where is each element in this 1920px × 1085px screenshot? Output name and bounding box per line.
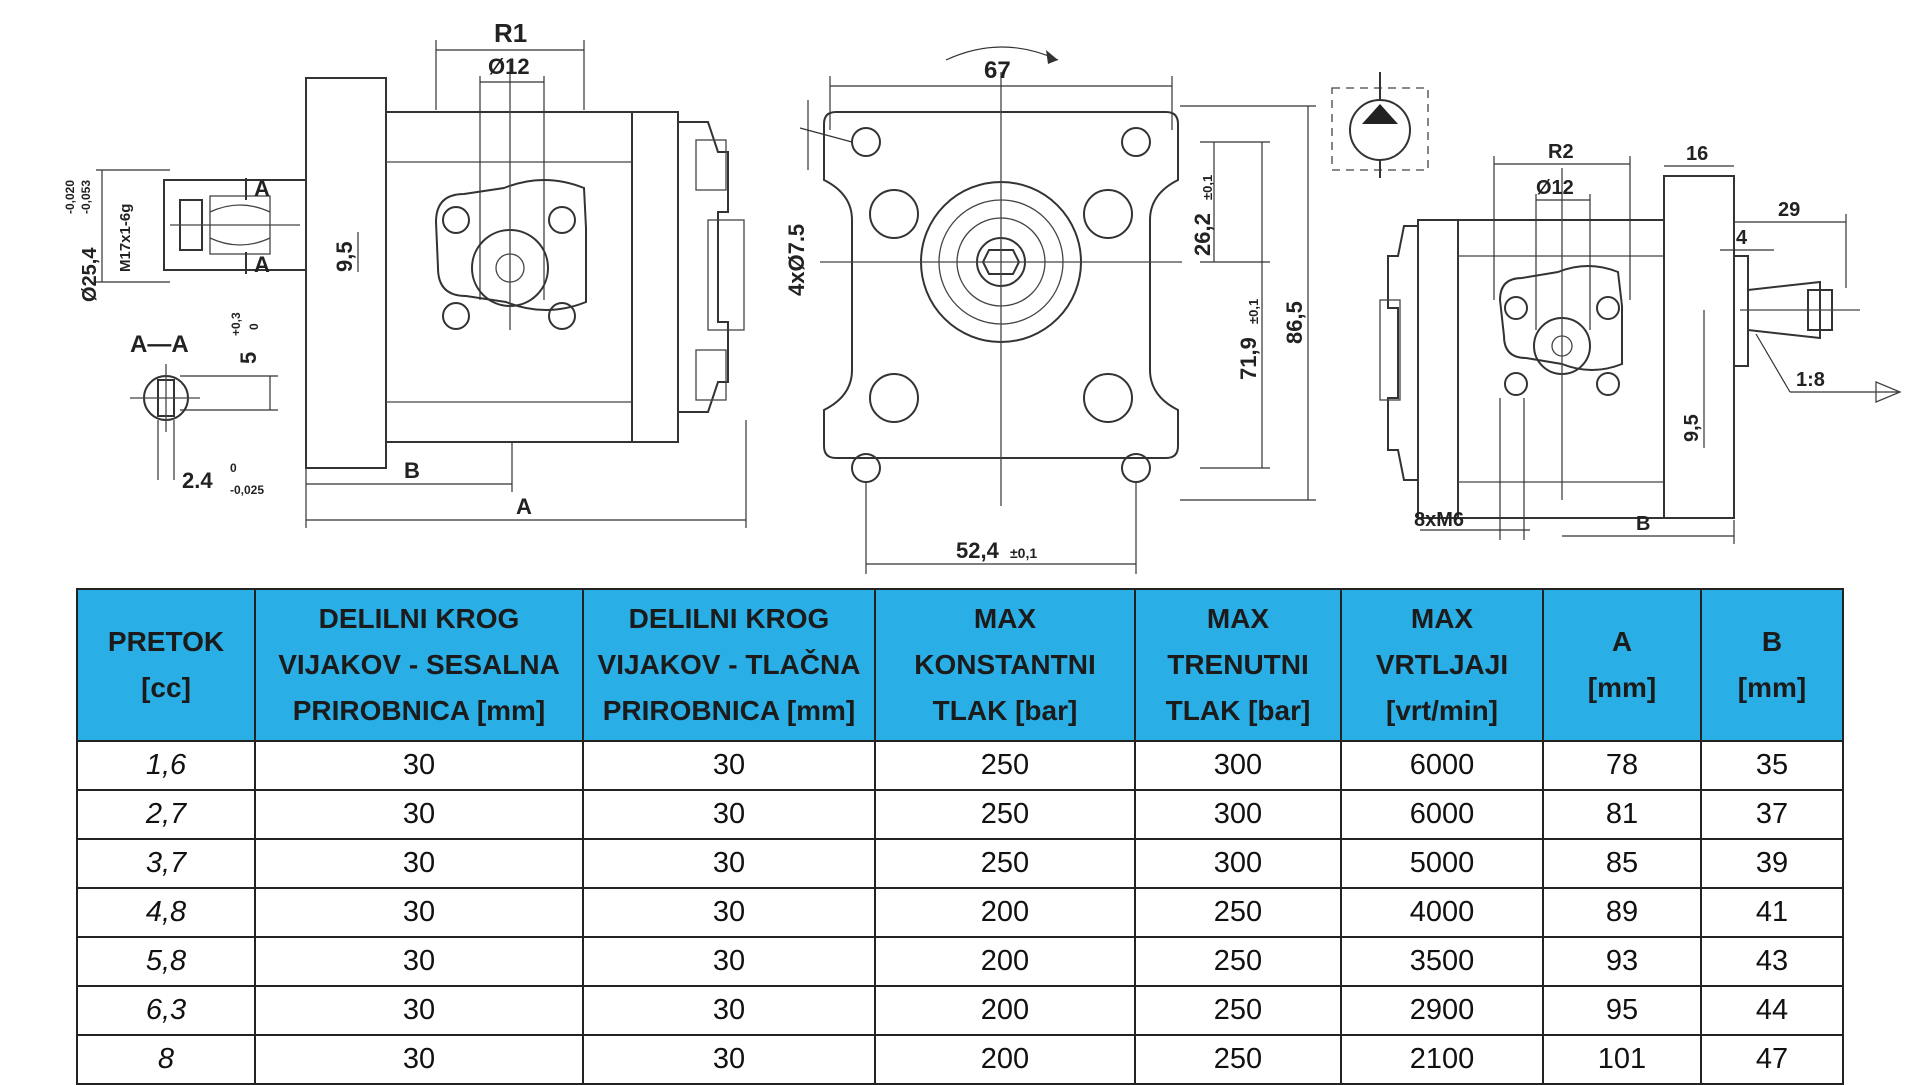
pump-symbol <box>1332 72 1428 178</box>
shaft-dia-label: Ø25,4 <box>79 247 101 302</box>
table-cell: 200 <box>875 937 1135 986</box>
table-cell: 5000 <box>1341 839 1543 888</box>
header-line: [cc] <box>141 672 191 703</box>
rear-bore-label: Ø12 <box>1536 177 1574 199</box>
header-line: VRTLJAJI <box>1375 649 1509 680</box>
table-cell: 250 <box>875 790 1135 839</box>
table-row <box>77 888 1843 937</box>
height-small-tol: ±0,1 <box>1200 174 1215 200</box>
header-tlacna <box>583 589 875 741</box>
table-cell: 2100 <box>1341 1035 1543 1084</box>
height-mid-label: 71,9 <box>1236 337 1261 380</box>
table-cell: 200 <box>875 1035 1135 1084</box>
table-cell: 95 <box>1543 986 1701 1035</box>
flange-label: 16 <box>1686 143 1709 165</box>
rear-view <box>1380 141 1900 544</box>
header-line: [vrt/min] <box>1386 695 1498 726</box>
key-tol-upper: +0,3 <box>229 312 243 336</box>
table-row <box>77 937 1843 986</box>
header-line: PRETOK <box>107 626 225 657</box>
table-cell: 81 <box>1543 790 1701 839</box>
bolts-label: 8xM6 <box>1414 509 1465 531</box>
table-cell: 43 <box>1701 937 1843 986</box>
table-cell: 6000 <box>1341 741 1543 790</box>
table-cell: 3,7 <box>77 839 255 888</box>
key-width-tol-upper: 0 <box>230 461 237 475</box>
rear-dim-b-label: B <box>1636 513 1651 535</box>
table-cell: 30 <box>255 790 583 839</box>
key-width-tol-lower: -0,025 <box>230 483 265 497</box>
table-cell: 1,6 <box>77 741 255 790</box>
table-cell: 8 <box>77 1035 255 1084</box>
table-cell: 30 <box>255 1035 583 1084</box>
table-cell: 30 <box>583 790 875 839</box>
spec-table <box>76 588 1844 1085</box>
dim-a-label: A <box>516 494 532 519</box>
header-b <box>1701 589 1843 741</box>
bore-label: Ø12 <box>488 54 530 79</box>
table-cell: 30 <box>583 888 875 937</box>
table-cell: 30 <box>255 888 583 937</box>
height-small-label: 26,2 <box>1190 213 1215 256</box>
header-line: MAX <box>1206 603 1270 634</box>
key-tol-lower: 0 <box>247 323 261 330</box>
table-cell: 85 <box>1543 839 1701 888</box>
table-cell: 6000 <box>1341 790 1543 839</box>
key-width-label: 2.4 <box>182 468 213 493</box>
front-view <box>784 47 1316 574</box>
header-konstantni <box>875 589 1135 741</box>
header-line: VIJAKOV - SESALNA <box>278 649 560 680</box>
table-cell: 250 <box>1135 1035 1341 1084</box>
header-line: B <box>1761 626 1783 657</box>
table-cell: 6,3 <box>77 986 255 1035</box>
rear-hole-offset-label: 9,5 <box>1681 414 1703 442</box>
header-line: DELILNI KROG <box>628 603 830 634</box>
shaft-tol-lower: -0,053 <box>79 179 93 214</box>
table-cell: 30 <box>583 1035 875 1084</box>
header-line: MAX <box>973 603 1037 634</box>
holes-label: 4xØ7.5 <box>784 223 809 296</box>
table-cell: 3500 <box>1341 937 1543 986</box>
table-cell: 200 <box>875 986 1135 1035</box>
table-cell: 101 <box>1543 1035 1701 1084</box>
header-pretok <box>77 589 255 741</box>
table-cell: 2900 <box>1341 986 1543 1035</box>
bolt-spacing-tol: ±0,1 <box>1010 545 1038 561</box>
table-cell: 250 <box>1135 937 1341 986</box>
header-vrtljaji <box>1341 589 1543 741</box>
dim-b-label: B <box>404 458 420 483</box>
r2-label: R2 <box>1548 141 1574 163</box>
header-trenutni <box>1135 589 1341 741</box>
header-sesalna <box>255 589 583 741</box>
table-cell: 30 <box>583 986 875 1035</box>
header-line: TRENUTNI <box>1167 649 1309 680</box>
table-cell: 35 <box>1701 741 1843 790</box>
header-line: KONSTANTNI <box>914 649 1096 680</box>
height-total-label: 86,5 <box>1282 301 1307 344</box>
table-cell: 30 <box>583 839 875 888</box>
shaft-len-label: 29 <box>1778 199 1801 221</box>
header-line: MAX <box>1410 603 1474 634</box>
table-cell: 39 <box>1701 839 1843 888</box>
header-line: DELILNI KROG <box>318 603 520 634</box>
key-len-label: 4 <box>1736 227 1748 249</box>
table-header-row <box>77 589 1843 741</box>
table-row <box>77 839 1843 888</box>
table-row <box>77 790 1843 839</box>
table-cell: 30 <box>255 839 583 888</box>
table-cell: 300 <box>1135 741 1341 790</box>
bolt-spacing-label: 52,4 <box>956 538 999 563</box>
table-cell: 41 <box>1701 888 1843 937</box>
thread-label: M17x1-6g <box>117 203 134 272</box>
table-cell: 93 <box>1543 937 1701 986</box>
header-line: PRIROBNICA [mm] <box>602 695 856 726</box>
shaft-tol-upper: -0,020 <box>63 179 77 214</box>
table-cell: 2,7 <box>77 790 255 839</box>
table-row <box>77 986 1843 1035</box>
table-cell: 250 <box>1135 888 1341 937</box>
table-cell: 250 <box>875 741 1135 790</box>
table-cell: 30 <box>255 937 583 986</box>
table-cell: 250 <box>1135 986 1341 1035</box>
side-view <box>63 18 746 528</box>
table-row <box>77 741 1843 790</box>
taper-label: 1:8 <box>1796 369 1825 391</box>
header-line: A <box>1611 626 1633 657</box>
key-height-label: 5 <box>236 351 261 364</box>
table-cell: 30 <box>255 986 583 1035</box>
table-cell: 4,8 <box>77 888 255 937</box>
header-line: TLAK [bar] <box>1165 695 1311 726</box>
header-line: [mm] <box>1587 672 1657 703</box>
table-cell: 30 <box>583 741 875 790</box>
table-cell: 4000 <box>1341 888 1543 937</box>
table-cell: 44 <box>1701 986 1843 1035</box>
section-a-bottom: A <box>254 252 270 277</box>
header-a <box>1543 589 1701 741</box>
hole-offset-label: 9,5 <box>332 241 357 272</box>
table-cell: 78 <box>1543 741 1701 790</box>
table-cell: 300 <box>1135 839 1341 888</box>
table-row <box>77 1035 1843 1084</box>
header-line: TLAK [bar] <box>932 695 1078 726</box>
front-width-label: 67 <box>984 57 1011 84</box>
section-a-a-label: A—A <box>130 331 189 358</box>
height-mid-tol: ±0,1 <box>1246 298 1261 324</box>
r1-label: R1 <box>494 18 528 48</box>
table-cell: 30 <box>255 741 583 790</box>
table-body <box>77 741 1843 1084</box>
table-cell: 89 <box>1543 888 1701 937</box>
header-line: [mm] <box>1737 672 1807 703</box>
table-cell: 250 <box>875 839 1135 888</box>
table-cell: 300 <box>1135 790 1341 839</box>
table-cell: 5,8 <box>77 937 255 986</box>
section-a-top: A <box>254 176 270 201</box>
table-cell: 200 <box>875 888 1135 937</box>
header-line: VIJAKOV - TLAČNA <box>597 649 861 680</box>
table-cell: 30 <box>583 937 875 986</box>
header-line: PRIROBNICA [mm] <box>292 695 546 726</box>
table-cell: 47 <box>1701 1035 1843 1084</box>
table-cell: 37 <box>1701 790 1843 839</box>
